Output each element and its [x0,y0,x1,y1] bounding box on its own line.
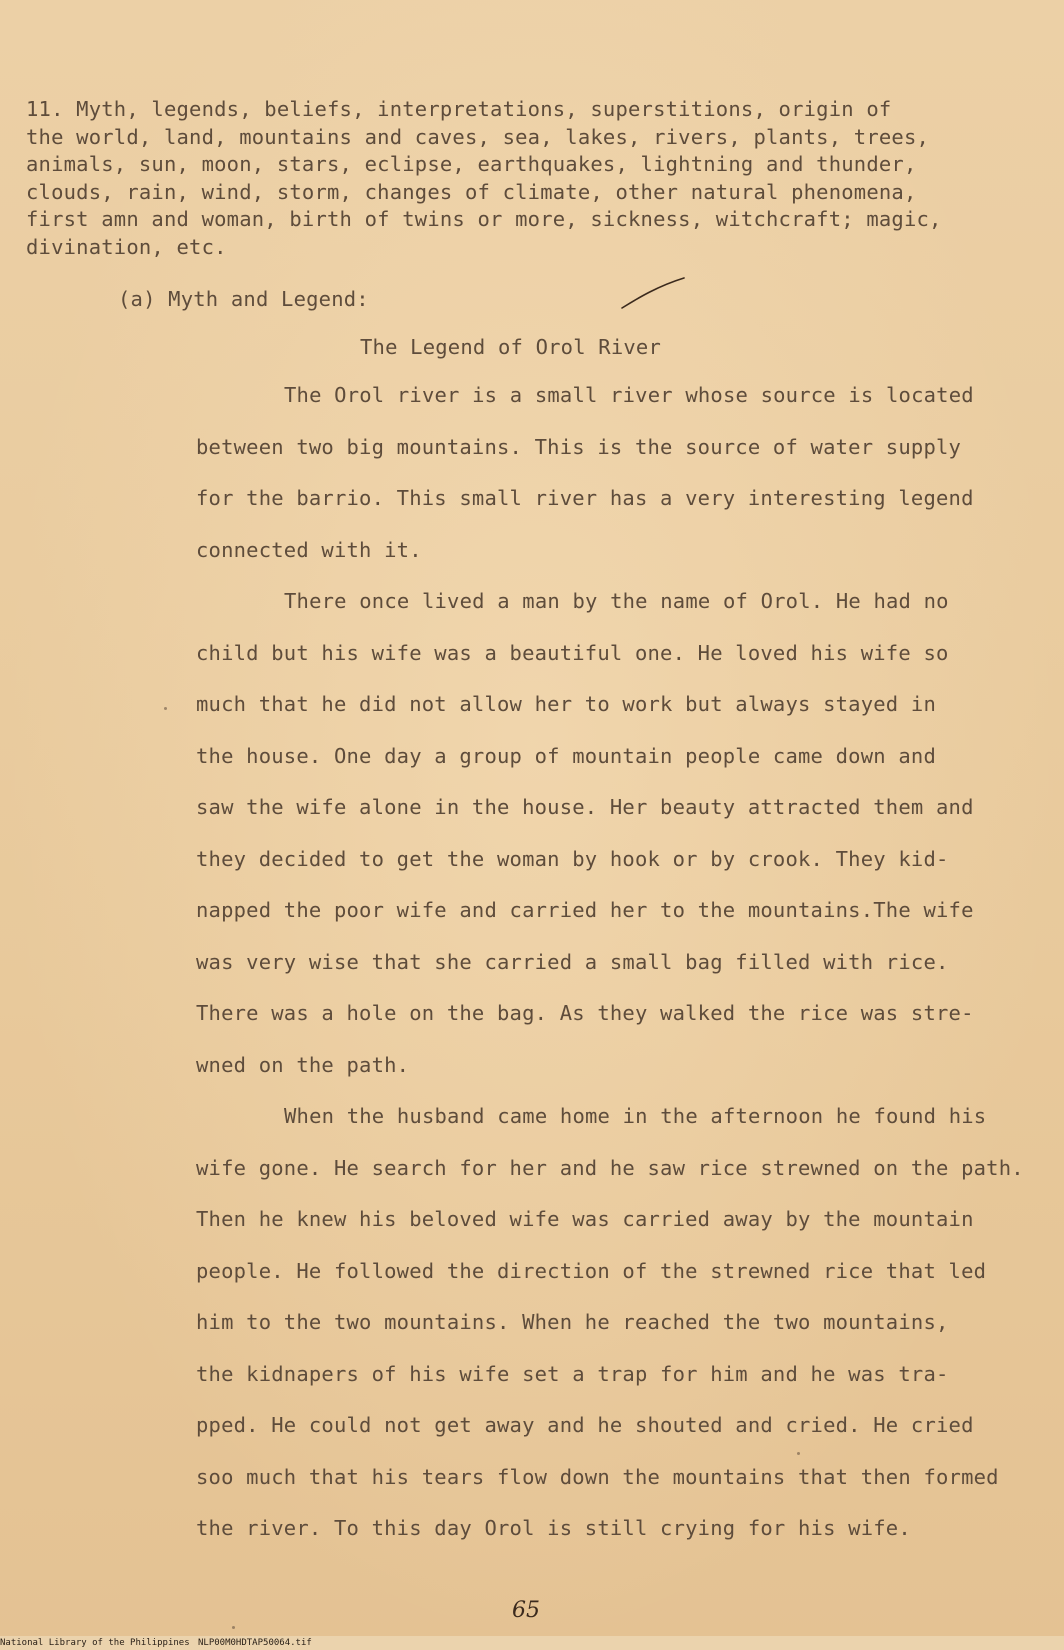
story-line: saw the wife alone in the house. Her beauty attracted them and [196,795,974,819]
story-line: was very wise that she carried a small bag filled with rice. [196,949,949,974]
story-line: There once lived a man by the name of Orol. He had no [284,589,949,613]
legend-title: The Legend of Orol River [360,335,662,359]
heading-line: 11. Myth, legends, beliefs, interpretations, superstitions, origin of [26,97,892,121]
topic-heading [26,96,966,261]
file-identifier: NLP00M0HDTAP50064.tif [198,1638,312,1648]
story-line: Then he knew his beloved wife was carried away by the mountain [196,1207,974,1231]
story-line: him to the two mountains. When he reached the two mountains, [196,1310,949,1334]
story-line: The Orol river is a small river whose source is located [284,383,974,407]
story-line: wned on the path. [196,1052,410,1077]
story-line: When the husband came home in the afternoon he found his [284,1104,987,1128]
story-line: connected with it. [196,537,422,562]
heading-line: animals, sun, moon, stars, eclipse, earthquakes, lightning and thunder, [26,152,917,176]
story-line: the river. To this day Orol is still crying for his wife. [196,1516,911,1540]
story-line: napped the poor wife and carried her to the mountains.The wife [196,898,974,922]
story-line: child but his wife was a beautiful one. He loved his wife so [196,640,949,665]
story-line: much that he did not allow her to work but always stayed in [196,692,936,716]
story-line: soo much that his tears flow down the mountains that then formed [196,1464,999,1489]
story-line: they decided to get the woman by hook or by crook. They kid- [196,846,949,871]
story-line: wife gone. He search for her and he saw rice strewned on the path. [196,1155,1024,1180]
story-line: between two big mountains. This is the source of water supply [196,434,962,459]
heading-line: first amn and woman, birth of twins or more, sickness, witchcraft; magic, [26,207,942,231]
archive-footer [0,1636,1064,1650]
story-line: There was a hole on the bag. As they walked the rice was stre- [196,1001,974,1025]
library-credit: National Library of the Philippines [0,1638,190,1648]
story-line: people. He followed the direction of the strewned rice that led [196,1258,987,1283]
story-line: pped. He could not get away and he shouted and cried. He cried [196,1413,974,1437]
story-line: the kidnapers of his wife set a trap for him and he was tra- [196,1361,949,1386]
legend-story [196,383,1026,1568]
section-label: (a) Myth and Legend: [118,287,369,311]
paper-speck [797,1452,800,1455]
page-number: 65 [512,1598,540,1623]
check-mark-icon [618,276,688,316]
paper-speck [164,707,167,710]
paper-speck [232,1626,235,1629]
story-line: the house. One day a group of mountain people came down and [196,743,936,768]
heading-line: the world, land, mountains and caves, sea, lakes, rivers, plants, trees, [26,124,930,149]
heading-line: clouds, rain, wind, storm, changes of climate, other natural phenomena, [26,179,917,204]
heading-line: divination, etc. [26,234,227,259]
story-line: for the barrio. This small river has a very interesting legend [196,486,974,510]
